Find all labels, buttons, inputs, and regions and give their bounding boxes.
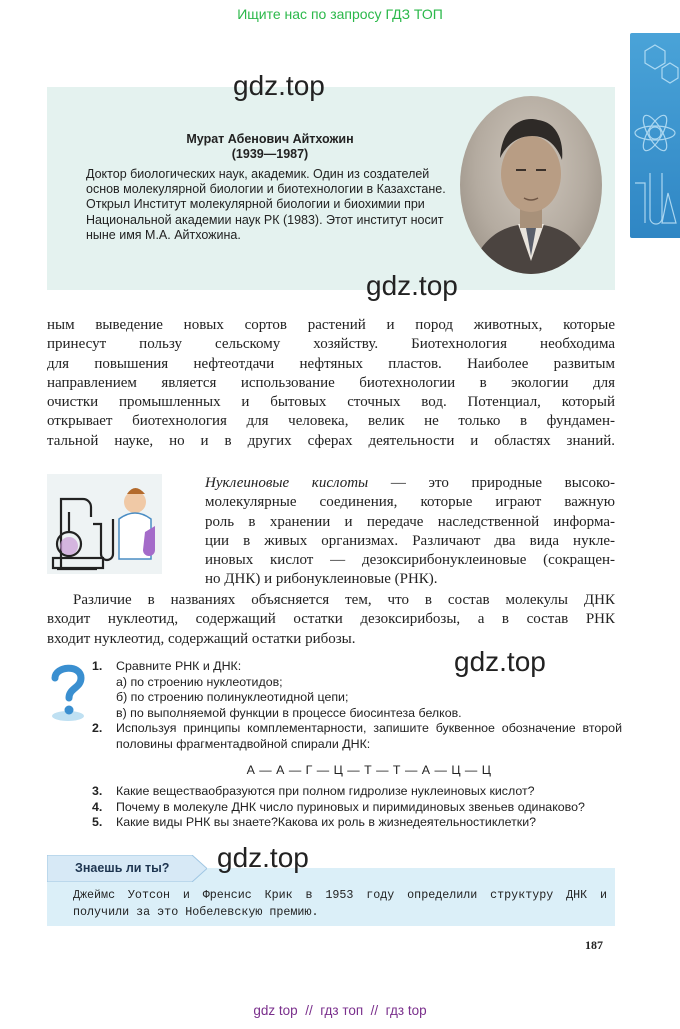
question-subitem: а) по строению нуклеотидов; [116, 674, 283, 689]
question-number: 2. [92, 721, 103, 736]
question-text: Используя принципы комплементарности, запишите буквенное обозначение второй половины фрагментадвойной спирали ДНК: [116, 721, 622, 751]
footer-links[interactable]: gdz top // гдз топ // гдз top [253, 1003, 427, 1018]
did-you-know-title: Знаешь ли ты? [75, 861, 170, 875]
text-line: входит нуклеотид, содержащий остатки рибозы. [47, 630, 356, 647]
bio-line: Доктор биологических наук, академик. Один из создателей [86, 167, 430, 181]
did-you-know-header [47, 855, 207, 882]
text-line: но ДНК) и рибонуклеиновые (РНК). [205, 571, 438, 588]
text-line: входит нуклеотид, содержащий остатки дезоксирибозы, а в состав РНК [47, 611, 615, 628]
side-decorative-tab [630, 33, 680, 238]
text-line: получили за это Нобелевскую премию. [73, 905, 319, 919]
text-line: роль в хранении и передаче наследственной информа- [205, 513, 615, 530]
scientist-name: Мурат Абенович Айтхожин [186, 132, 354, 146]
bio-line: основ молекулярной биологии и биотехнологии в Казахстане. [86, 182, 446, 197]
text-line: ции в живых организмах. Различают два вида нукле- [205, 532, 615, 549]
term-nucleic-acids: Нуклеиновые кислоты [205, 475, 369, 491]
text-line [205, 474, 615, 493]
question-number: 4. [92, 799, 103, 814]
scientist-years: (1939—1987) [231, 147, 309, 161]
question-number: 5. [92, 815, 103, 830]
scientist-portrait [460, 96, 602, 274]
laboratory-illustration [47, 474, 162, 574]
question-text: Какие веществаобразуются при полном гидролизе нуклеиновых кислот? [116, 784, 535, 799]
question-item [92, 721, 622, 784]
dna-sequence: А — А — Г — Ц — Т — Т — А — Ц — Ц [246, 762, 492, 777]
watermark-bottom: gdz.top [217, 842, 309, 873]
question-item [92, 784, 622, 800]
question-item [92, 800, 622, 816]
biotech-paragraph [47, 316, 615, 451]
watermark-top: gdz.top [233, 70, 325, 101]
question-subitem: б) по строению полинуклеотидной цепи; [116, 690, 349, 705]
bio-line: Национальной академии наук РК (1983). Этот институт носит [86, 212, 444, 227]
text-line: молекулярные соединения, которые играют важную [205, 494, 615, 511]
question-text: Какие виды РНК вы знаете?Какова их роль в жизнедеятельностиклетки? [116, 815, 537, 830]
text-line: принесут пользу сельскому хозяйству. Биотехнология необходима [47, 336, 615, 353]
question-mark-icon [47, 660, 89, 722]
text-line: для повышения нефтеотдачи нефтяных пластов. Наиболее развитым [47, 355, 615, 372]
difference-paragraph [47, 591, 615, 649]
text-line: иновых кислот — дезоксирибонуклеиновые (сокращен- [205, 552, 615, 569]
biography-text [86, 167, 451, 243]
question-number: 3. [92, 784, 103, 799]
did-you-know-text [73, 887, 607, 921]
watermark-questions: gdz.top [454, 646, 546, 677]
page-number: 187 [585, 938, 603, 952]
text-line: тальной науке, но и в других сферах деятельности и областях знаний. [47, 432, 615, 449]
text-line: открывает биотехнология для человека, велик не только в фундамен- [47, 413, 615, 430]
question-number: 1. [92, 659, 103, 673]
text-line: направлением является использование биотехнологии в экологии для [47, 374, 615, 391]
bio-line: Открыл Институт молекулярной биологии и биохимии при [86, 197, 425, 212]
text-line: Различие в названиях объясняется тем, что в состав молекулы ДНК [73, 592, 615, 608]
question-item [92, 815, 622, 831]
question-text: Сравните РНК и ДНК: [116, 659, 242, 673]
question-subitem: в) по выполняемой функции в процессе биосинтеза белков. [116, 705, 462, 720]
text-span: — это природные высоко- [368, 475, 615, 491]
header-search-link[interactable]: Ищите нас по запросу ГДЗ ТОП [237, 6, 443, 22]
questions-list [92, 659, 622, 831]
question-text: Почему в молекуле ДНК число пуриновых и пиримидиновых звеньев одинаково? [116, 799, 585, 814]
text-line: очистки промышленных и бытовых сточных вод. Потенциал, который [47, 394, 615, 411]
nucleic-acids-paragraph [205, 474, 615, 590]
biography-heading [150, 132, 390, 162]
text-line: Джеймс Уотсон и Френсис Крик в 1953 году определили структуру ДНК и [73, 888, 607, 902]
question-item [92, 659, 622, 721]
watermark-mid: gdz.top [366, 270, 458, 301]
bio-line: ныне имя М.А. Айтхожина. [86, 227, 241, 242]
text-line: ным выведение новых сортов растений и пород животных, которые [47, 317, 615, 333]
